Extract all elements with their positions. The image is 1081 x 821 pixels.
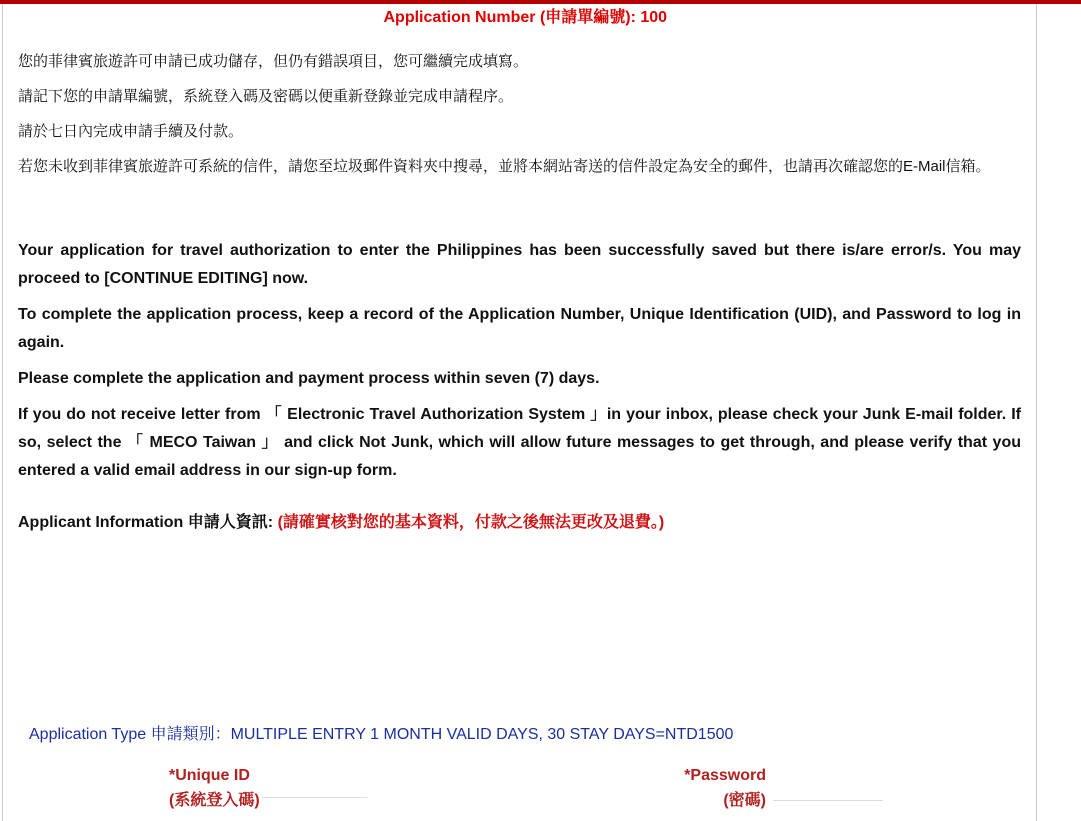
application-number-text: Application Number (申請單編號): 100	[383, 9, 668, 26]
notice-zh-saved: 您的菲律賓旅遊許可申請已成功儲存，但仍有錯誤項目，您可繼續完成填寫。	[18, 53, 529, 70]
application-number-heading	[18, 7, 1021, 29]
notice-en-email: If you do not receive letter from 「 Electronic Travel Authorization System 」in your inbox, please check your Junk E-mail folder. If so, select the 「 MECO Taiwan 」 and click Not Junk, which will allow future messages to get through, and please verify that you entered a valid email address in our sign-up form.	[18, 406, 1021, 479]
application-type: Application Type 申請類別：MULTIPLE ENTRY 1 MONTH VALID DAYS, 30 STAY DAYS=NTD1500	[29, 726, 734, 743]
password-field[interactable]	[773, 800, 883, 801]
notice-en-deadline: Please complete the application and payment process within seven (7) days.	[18, 370, 600, 387]
notice-chinese	[18, 48, 1021, 188]
notice-en-record: To complete the application process, keep a record of the Application Number, Unique Identification (UID), and Password to log in again.	[18, 306, 1021, 351]
password-sublabel: (密碼)	[723, 792, 766, 809]
unique-id-field[interactable]	[262, 797, 367, 798]
unique-id-sublabel: (系統登入碼)	[169, 792, 260, 809]
top-accent-bar	[0, 0, 1081, 4]
unique-id-label: *Unique ID	[169, 767, 250, 784]
notice-zh-deadline: 請於七日內完成申請手續及付款。	[18, 123, 244, 140]
password-label: *Password	[684, 767, 766, 784]
notice-zh-email: 若您未收到菲律賓旅遊許可系統的信件，請您至垃圾郵件資料夾中搜尋，並將本網站寄送的信件設定為安全的郵件，也請再次確認您的E-Mail信箱。	[18, 158, 991, 175]
right-border	[1036, 4, 1037, 821]
notice-english	[18, 237, 1021, 493]
applicant-info-warning: (請確實核對您的基本資料，付款之後無法更改及退費。)	[277, 514, 665, 531]
notice-zh-record: 請記下您的申請單編號，系統登入碼及密碼以便重新登錄並完成申請程序。	[18, 88, 514, 105]
applicant-info-heading	[18, 510, 1021, 536]
left-border	[2, 4, 3, 821]
applicant-info-label: Applicant Information 申請人資訊:	[18, 514, 278, 531]
notice-en-saved: Your application for travel authorization to enter the Philippines has been successfully saved but there is/are error/s. You may proceed to [CONTINUE EDITING] now.	[18, 242, 1021, 287]
